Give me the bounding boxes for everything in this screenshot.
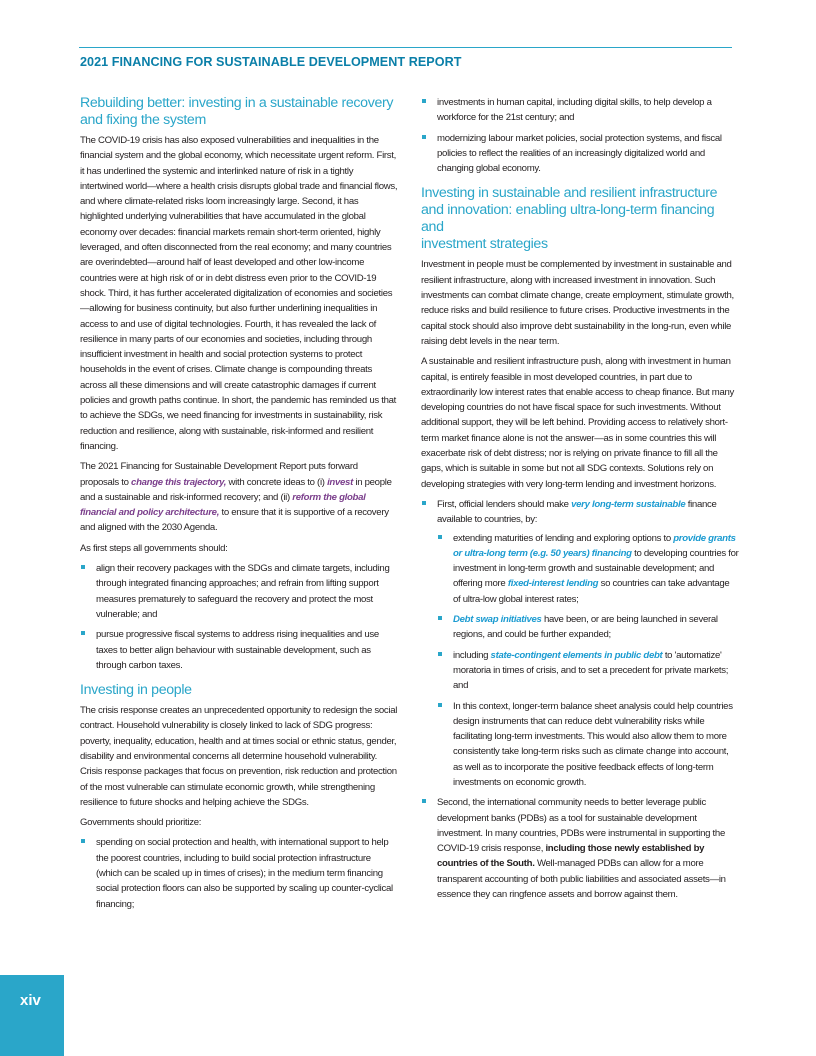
running-header: 2021 FINANCING FOR SUSTAINABLE DEVELOPMENT REPORT — [80, 55, 462, 69]
text-run: Second, the international community needs to better leverage public development banks (PDBs) as a tool for sustainable development investment. In many countries, PDBs were instrumental in supporting the COVID-19 crisis response, — [437, 797, 725, 855]
bullet-list — [80, 561, 398, 673]
bold-run: including those newly established by countries of the South. — [437, 843, 705, 870]
list-item — [421, 795, 739, 902]
text-run: with concrete ideas to (i) — [226, 476, 328, 488]
heading-line: and innovation: enabling ultra-long-term financing and — [421, 202, 715, 236]
highlight-long-term: very long-term sustainable — [571, 498, 686, 510]
list-item: spending on social protection and health, with international support to help the poorest countries, including to build social protection infrastructure (which can be scaled up in times of crises); in the medium term financing social protection floors can also be supported by scaling up counter-cyclical financing; — [80, 835, 398, 911]
page-number: xiv — [20, 992, 41, 1009]
highlight-change-trajectory: change this trajectory, — [131, 476, 227, 488]
bullet-list — [80, 835, 398, 911]
bullet-list — [421, 95, 739, 176]
text-run: to developing countries for investment in long-term growth and sustainable development; and offering more — [453, 547, 739, 590]
text-run: to 'automatize' moratoria in times of crisis, and to set a precedent for private markets; and — [453, 649, 729, 692]
paragraph: The COVID-19 crisis has also exposed vulnerabilities and inequalities in the financial system and the global economy, which necessitate urgent reform. First, it has underlined the systemic and interlinked nature of risk in a tightly intertwined world—where a health crisis disrupts global trade and financial flows, and where climate-related risks loom increasingly large. Second, it has highlighted underlying vulnerabilities that have accumulated in the global economy over decades: financial markets remain short-term oriented, highly leveraged, and often disconnected from the real economy; and many countries are overindebted—around half of least developed and other low-income countries were at high risk of or in debt distress even prior to the COVID-19 shock. Third, it has further accelerated digitalization of economies and societies—allowing for business continuity, but also further underlining inequalities in access to and use of digital technologies. Fourth, it has revealed the lack of resilience in many parts of our economies and societies, including through insufficient investment in health and social protection systems to protect households in the event of crises. Climate change is compounding threats across all these dimensions and will create catastrophic damages if current policies and growth paths continue. In short, the pandemic has reminded us that to achieve the SDGs, we need financing for investments in sustainability, risk reduction and resilience, along with sustainable, risk-informed and resilient financing. — [80, 135, 398, 452]
paragraph: As first steps all governments should: — [80, 542, 228, 554]
page-number-tab — [0, 975, 64, 1056]
text-run: have been, or are being launched in several regions, and could be further expanded; — [453, 614, 718, 641]
heading-line: Investing in sustainable and resilient infrastructure — [421, 185, 718, 202]
text-run: to ensure that it is supportive of a recovery and aligned with the 2030 Agenda. — [80, 507, 389, 534]
highlight-reform: reform the global financial and policy architecture, — [80, 491, 366, 519]
section-heading-infrastructure — [421, 185, 739, 253]
right-column — [421, 95, 739, 907]
highlight-invest: invest — [327, 476, 353, 488]
heading-line: and fixing the system — [80, 112, 206, 128]
text-run: The 2021 Financing for Sustainable Development Report puts forward proposals to — [80, 461, 358, 488]
sub-bullet-list — [437, 531, 739, 791]
paragraph: A sustainable and resilient infrastructure push, along with investment in human capital, is entirely feasible in most developed countries, in part due to extraordinarily low interest rates that enable access to cheap finance. But many developing countries do not have fiscal space for such investments. Without additional support, they will be left behind. Providing access to relatively short-term market finance alone is not the answer—as in some countries this will exacerbate risk of debt distress; nor is relying on private finance to fill all the gaps, which is suitable in some but not all SDG contexts. Solutions rely on developing strategies with very long-term lending and investment horizons. — [421, 356, 735, 490]
paragraph: The crisis response creates an unprecedented opportunity to redesign the social contract. Household vulnerability is closely linked to lack of SDG progress: poverty, inequality, education, health and at times social or ethnic status, gender, disability and environmental concerns all determine household vulnerability. Crisis response packages that focus on prevention, risk reduction and protection of the most vulnerable can stimulate economic growth, while strengthening resilience to future shocks and helping achieve the SDGs. — [80, 705, 398, 808]
text-run: so countries can take advantage of ultra-low global interest rates; — [453, 578, 730, 605]
sub-list-item — [437, 531, 739, 607]
highlight-debt-swap: Debt swap initiatives — [453, 614, 542, 626]
sub-list-item: In this context, longer-term balance sheet analysis could help countries design instruments that can reduce debt vulnerability risks while facilitating long-term investments. This would also allow them to more consistently take long-term risks such as climate change into account, as well as to incorporate the positive feedback effects of long-term investments on economic growth. — [437, 699, 739, 791]
heading-line: Rebuilding better: investing in a sustainable recovery — [80, 95, 394, 111]
highlight-grants: provide grants or ultra-long term (e.g. 50 years) financing — [453, 532, 736, 559]
list-item — [421, 497, 739, 790]
text-run: in people and a sustainable and risk-informed recovery; and (ii) — [80, 476, 392, 503]
paragraph: Governments should prioritize: — [80, 817, 202, 829]
paragraph: Investment in people must be complemented by investment in sustainable and resilient infrastructure, along with increased investment in innovation. Such investments can combat climate change, create employment, stimulate growth, reduce risks and build resilience to future crises. Productive investments in the capital stock should also improve debt sustainability in the long-run, even while raising debt levels in the near term. — [421, 259, 734, 347]
section-heading-investing-people: Investing in people — [80, 682, 192, 699]
text-run: First, official lenders should make — [437, 498, 572, 510]
list-item: modernizing labour market policies, social protection systems, and fiscal policies to reflect the realities of an increasingly digitalized world and changing global economy. — [421, 131, 739, 177]
paragraph — [80, 459, 398, 535]
heading-line: investment strategies — [421, 236, 548, 253]
sub-list-item — [437, 612, 739, 643]
text-run: extending maturities of lending and exploring options to — [453, 532, 674, 544]
bullet-list — [421, 497, 739, 902]
sub-list-item — [437, 648, 739, 694]
section-heading-rebuilding — [80, 95, 398, 129]
highlight-state-contingent: state-contingent elements in public debt — [490, 649, 663, 661]
list-item: investments in human capital, including digital skills, to help develop a workforce for the 21st century; and — [421, 95, 739, 126]
left-column — [80, 95, 398, 917]
text-run: including — [453, 649, 491, 661]
list-item: pursue progressive fiscal systems to address rising inequalities and use taxes to better align behaviour with sustainable development, such as through carbon taxes. — [80, 627, 398, 673]
list-item: align their recovery packages with the SDGs and climate targets, including through integrated financing approaches; and refrain from lifting support measures prematurely to safeguard the recovery and protect the most vulnerable; and — [80, 561, 398, 622]
highlight-fixed-interest: fixed-interest lending — [507, 578, 599, 590]
text-run: Well-managed PDBs can allow for a more transparent accounting of both public liabilities and associated assets—in essence they can ringfence assets and borrow against them. — [437, 858, 726, 901]
text-run: finance available to countries, by: — [437, 498, 717, 526]
header-rule — [79, 47, 732, 48]
